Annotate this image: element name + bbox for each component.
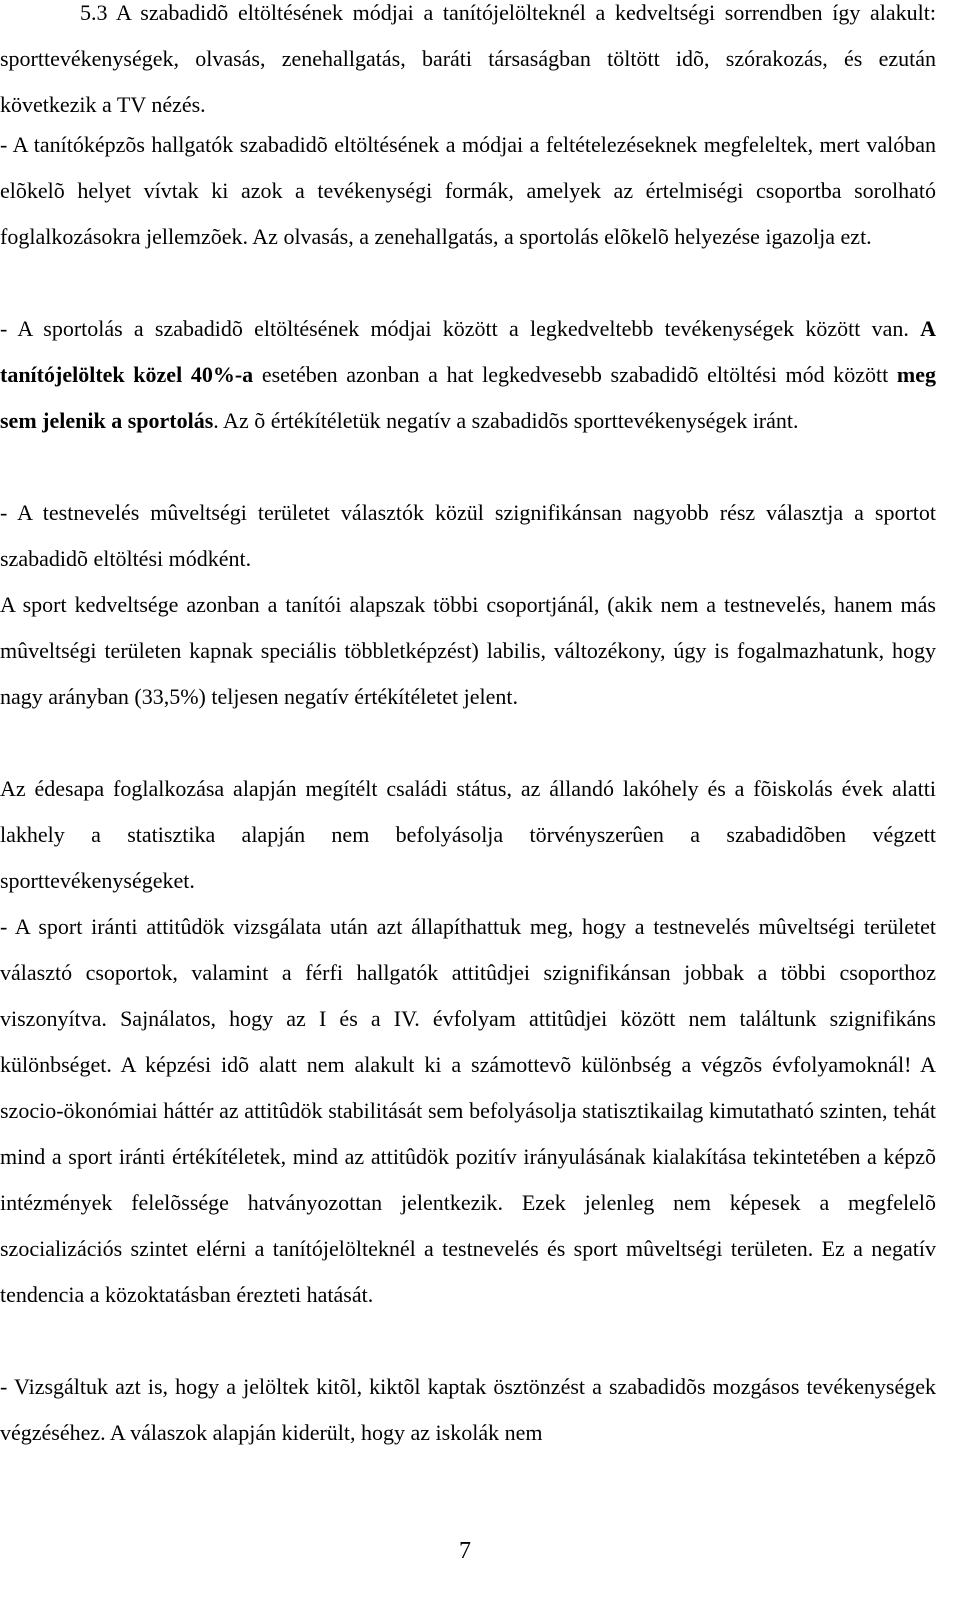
- paragraph-leisure-activities: - A tanítóképzõs hallgatók szabadidõ eltöltésének a módjai a feltételezéseknek megfeleltek, mert valóban elõkelõ helyet vívtak ki azok a tevékenységi formák, amelyek az értelmiségi csoportba sorolható foglalkozásokra jellemzõek. Az olvasás, a zenehallgatás, a sportolás elõkelõ helyezése igazolja ezt.: [0, 132, 936, 249]
- page-number: 7: [459, 1538, 471, 1564]
- paragraph-sport-popularity: [0, 306, 936, 444]
- bold-emphasis-40-percent: A tanítójelöltek közel 40%-a: [0, 316, 936, 387]
- paragraph-sport-labile: A sport kedveltsége azonban a tanítói alapszak többi csoportjánál, (akik nem a testnevelés, hanem más mûveltségi területen kapnak speciális többletképzést) labilis, változékony, úgy is fogalmazhatunk, hogy nagy arányban (33,5%) teljesen negatív értékítéletet jelent.: [0, 592, 936, 709]
- paragraph-pe-choosers: - A testnevelés mûveltségi területet választók közül szignifikánsan nagyobb rész választja a sportot szabadidõ eltöltési módként.: [0, 500, 936, 571]
- paragraph-motivation: - Vizsgáltuk azt is, hogy a jelöltek kitõl, kiktõl kaptak ösztönzést a szabadidõs mozgásos tevékenységek végzéséhez. A válaszok alapján kiderült, hogy az iskolák nem: [0, 1374, 936, 1445]
- paragraph-family-status: Az édesapa foglalkozása alapján megítélt családi státus, az állandó lakóhely és a fõiskolás évek alatti lakhely a statisztika alapján nem befolyásolja törvényszerûen a szabadidõben végzett sporttevékenységeket.: [0, 776, 936, 893]
- paragraph-attitudes: - A sport iránti attitûdök vizsgálata után azt állapíthattuk meg, hogy a testnevelés mûveltségi területet választó csoportok, valamint a férfi hallgatók attitûdjei szignifikánsan jobbak a többi csoporthoz viszonyítva. Sajnálatos, hogy az I és a IV. évfolyam attitûdjei között nem találtunk szignifikáns különbséget. A képzési idõ alatt nem alakult ki a számottevõ különbség a végzõs évfolyamoknál! A szocio-ökonómiai háttér az attitûdök stabilitását sem befolyásolja statisztikailag kimutatható szinten, tehát mind a sport iránti értékítéletek, mind az attitûdök pozitív irányulásának kialakítása tekintetében a képzõ intézmények felelõssége hatványozottan jelentkezik. Ezek jelenleg nem képesek a megfelelõ szocializációs szintet elérni a tanítójelölteknél a testnevelés és sport mûveltségi területen. Ez a negatív tendencia a közoktatásban érezteti hatását.: [0, 914, 936, 1307]
- paragraph-text-segment: - A sportolás a szabadidõ eltöltésének módjai között a legkedveltebb tevékenységek között van.: [0, 316, 921, 341]
- bold-emphasis-no-sport: meg sem jelenik a sportolás: [0, 362, 936, 433]
- paragraph-text-segment: . Az õ értékítéletük negatív a szabadidõs sporttevékenységek iránt.: [213, 408, 799, 433]
- paragraph-summary-5-3: 5.3 A szabadidõ eltöltésének módjai a tanítójelölteknél a kedveltségi sorrendben így alakult: sporttevékenységek, olvasás, zenehallgatás, baráti társaságban töltött idõ, szórakozás, és ezután következik a TV nézés.: [0, 0, 936, 117]
- paragraph-text-segment: esetében azonban a hat legkedvesebb szabadidõ eltöltési mód között: [253, 362, 897, 387]
